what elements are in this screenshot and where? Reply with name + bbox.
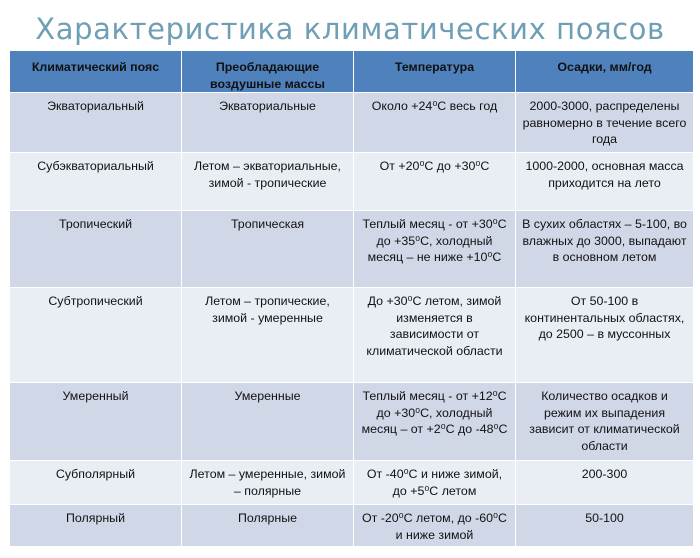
table-row [10,93,694,153]
cell-precipitation: 200-300 [516,461,694,505]
cell-temperature: Теплый месяц - от +12⁰С до +30⁰С, холодный месяц – от +2⁰С до -48⁰С [354,383,516,461]
cell-air-masses: Умеренные [182,383,354,461]
cell-temperature: До +30⁰С летом, зимой изменяется в зависимости от климатической области [354,288,516,383]
table-row [10,461,694,505]
cell-zone: Умеренный [10,383,182,461]
table-row [10,153,694,211]
cell-precipitation: В сухих областях – 5-100, во влажных до 3000, выпадают в основном летом [516,211,694,288]
cell-zone: Субполярный [10,461,182,505]
cell-temperature: От -40⁰С и ниже зимой, до +5⁰С летом [354,461,516,505]
cell-air-masses: Экваториальные [182,93,354,153]
cell-temperature: От +20⁰С до +30⁰С [354,153,516,211]
table-row [10,288,694,383]
cell-air-masses: Полярные [182,505,354,547]
cell-air-masses: Тропическая [182,211,354,288]
header-precipitation: Осадки, мм/год [516,51,694,93]
cell-temperature: Теплый месяц - от +30⁰С до +35⁰С, холодный месяц – не ниже +10⁰С [354,211,516,288]
climate-zones-table [9,50,694,547]
cell-precipitation: От 50-100 в континентальных областях, до 2500 – в муссонных [516,288,694,383]
cell-temperature: От -20⁰С летом, до -60⁰С и ниже зимой [354,505,516,547]
cell-precipitation: 1000-2000, основная масса приходится на лето [516,153,694,211]
cell-air-masses: Летом – экваториальные, зимой - тропические [182,153,354,211]
cell-zone: Тропический [10,211,182,288]
table-row [10,505,694,547]
cell-precipitation: 2000-3000, распределены равномерно в течение всего года [516,93,694,153]
cell-air-masses: Летом – тропические, зимой - умеренные [182,288,354,383]
header-air-masses: Преобладающие воздушные массы [182,51,354,93]
table-header-row [10,51,694,93]
cell-precipitation: 50-100 [516,505,694,547]
cell-temperature: Около +24⁰С весь год [354,93,516,153]
page-title: Характеристика климатических поясов [35,12,665,46]
table-row [10,383,694,461]
table-row [10,211,694,288]
header-temperature: Температура [354,51,516,93]
cell-zone: Полярный [10,505,182,547]
cell-zone: Субэкваториальный [10,153,182,211]
cell-precipitation: Количество осадков и режим их выпадения зависит от климатической области [516,383,694,461]
cell-air-masses: Летом – умеренные, зимой – полярные [182,461,354,505]
cell-zone: Экваториальный [10,93,182,153]
cell-zone: Субтропический [10,288,182,383]
header-zone: Климатический пояс [10,51,182,93]
